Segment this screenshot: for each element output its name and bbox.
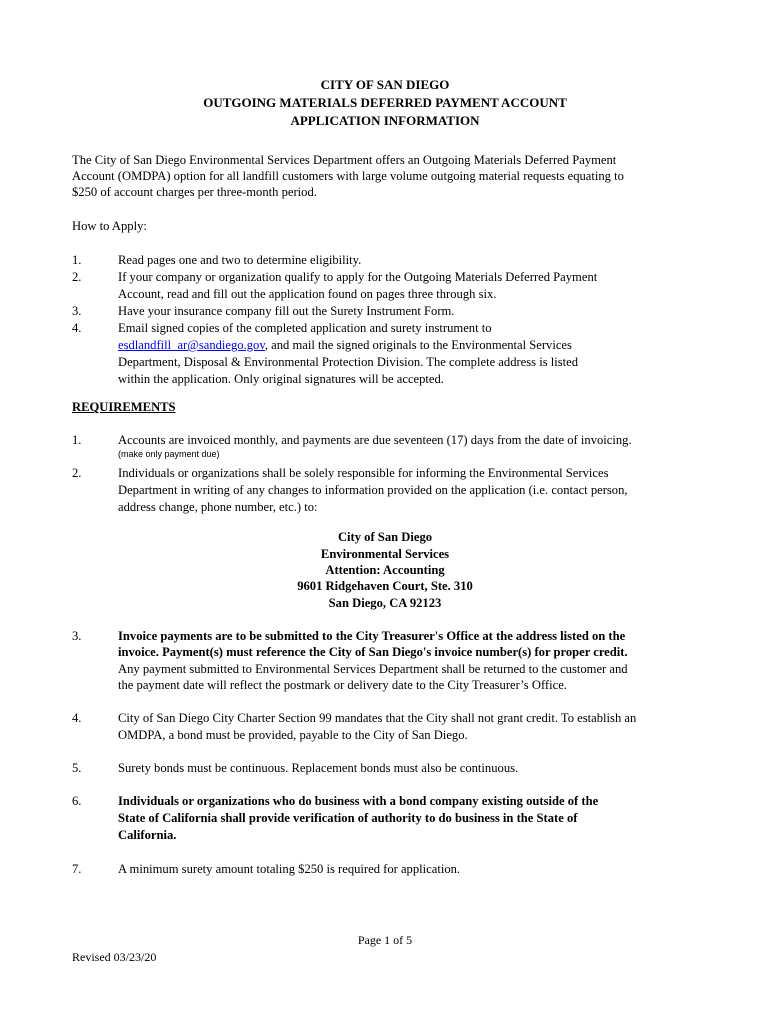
requirement-number: 7. [72, 862, 82, 876]
requirement-text: Department in writing of any changes to information provided on the application (i.e. contact person, [118, 483, 628, 497]
step-text: Account, read and fill out the application found on pages three through six. [118, 287, 497, 301]
intro-line-2: Account (OMDPA) option for all landfill customers with large volume outgoing material requests equating to [72, 169, 624, 183]
title-line-2: OUTGOING MATERIALS DEFERRED PAYMENT ACCOUNT [203, 95, 567, 110]
requirement-text: the payment date will reflect the postmark or delivery date to the City Treasurer’s Office. [118, 678, 567, 692]
requirement-number: 1. [72, 433, 82, 447]
revision-date: Revised 03/23/20 [72, 950, 157, 964]
requirement-text-bold: Individuals or organizations who do business with a bond company existing outside of the [118, 794, 599, 808]
address-line: Attention: Accounting [325, 563, 445, 577]
requirement-note: (make only payment due) [118, 449, 220, 459]
requirements-heading: REQUIREMENTS [72, 400, 176, 414]
requirement-text: A minimum surety amount totaling $250 is required for application. [118, 862, 461, 876]
requirement-text: Individuals or organizations shall be solely responsible for informing the Environmental Services [118, 466, 609, 480]
requirement-text: Surety bonds must be continuous. Replacement bonds must also be continuous. [118, 761, 519, 775]
requirement-number: 5. [72, 761, 82, 775]
requirement-text: address change, phone number, etc.) to: [118, 500, 318, 514]
address-line: City of San Diego [337, 530, 433, 544]
requirement-text-bold: . Payment(s) must reference the City of San Diego's invoice number(s) for proper credit. [155, 645, 628, 659]
step-number: 2. [72, 270, 82, 284]
requirement-text: Accounts are invoiced monthly, and payments are due seventeen (17) days from the date of invoicing. [118, 433, 632, 447]
requirement-number: 6. [72, 794, 82, 808]
requirement-number: 4. [72, 711, 82, 725]
address-line: 9601 Ridgehaven Court, Ste. 310 [297, 579, 473, 593]
step-text: within the application. Only original signatures will be accepted. [118, 372, 444, 386]
requirement-text-bold: State of California shall provide verification of authority to do business in the State of [118, 811, 578, 825]
step-text: Department, Disposal & Environmental Protection Division. The complete address is listed [118, 355, 579, 369]
requirement-text: OMDPA, a bond must be provided, payable to the City of San Diego. [118, 728, 468, 742]
requirement-text-bold: Invoice payments are to be submitted to the City Treasurer's Office at the address listed on the [118, 629, 626, 643]
step-text: Have your insurance company fill out the Surety Instrument Form. [118, 304, 455, 318]
requirement-number: 2. [72, 466, 82, 480]
requirement-text: Any payment submitted to Environmental Services Department shall be returned to the customer and [118, 662, 628, 676]
step-number: 4. [72, 321, 82, 335]
intro-line-3: $250 of account charges per three-month period. [72, 185, 317, 199]
intro-line-1: The City of San Diego Environmental Services Department offers an Outgoing Materials Deferred Payment [72, 153, 617, 167]
step-text: Read pages one and two to determine eligibility. [118, 253, 362, 267]
address-line: Environmental Services [320, 547, 450, 561]
requirement-text: City of San Diego City Charter Section 99 mandates that the City shall not grant credit. To establish an [118, 711, 637, 725]
requirement-number: 3. [72, 629, 82, 643]
how-to-apply-heading: How to Apply: [72, 219, 147, 233]
title-line-1: CITY OF SAN DIEGO [320, 77, 450, 92]
step-text: , and mail the signed originals to the Environmental Services [264, 338, 572, 352]
requirement-text-bold: California. [118, 828, 177, 842]
step-number: 3. [72, 304, 82, 318]
address-line: San Diego, CA 92123 [328, 596, 442, 610]
step-number: 1. [72, 253, 82, 267]
email-link[interactable]: esdlandfill_ar@sandiego.gov [118, 338, 265, 352]
step-text-with-email [118, 337, 693, 354]
step-text: Email signed copies of the completed application and surety instrument to [118, 321, 492, 335]
page-number: Page 1 of 5 [357, 933, 413, 947]
requirement-text-bold-line [118, 644, 693, 661]
step-text: If your company or organization qualify to apply for the Outgoing Materials Deferred Payment [118, 270, 598, 284]
title-line-3: APPLICATION INFORMATION [290, 113, 480, 128]
requirement-text-bold: invoice [118, 645, 156, 659]
